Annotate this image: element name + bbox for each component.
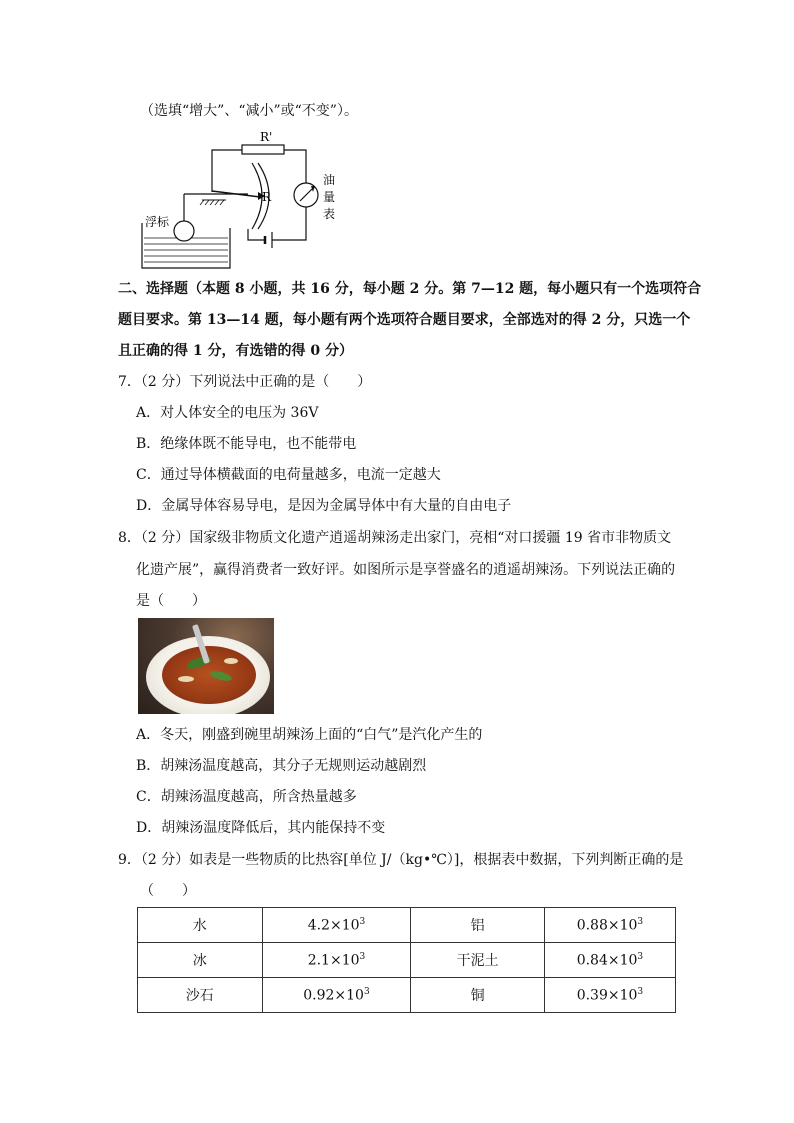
- value-exponent: 3: [637, 951, 644, 962]
- q9-stem-line1: 9．（2 分）如表是一些物质的比热容[单位 J/（kg•℃）]，根据表中数据，下列判断正确的是: [118, 852, 684, 868]
- meter-label-3: 表: [323, 207, 336, 221]
- q8-option-b: B．胡辣汤温度越高，其分子无规则运动越剧烈: [136, 758, 427, 774]
- q7-option-d: D．金属导体容易导电，是因为金属导体中有大量的自由电子: [136, 498, 512, 514]
- float-label: 浮标: [145, 215, 170, 229]
- value-mantissa: 2.1×10: [307, 952, 360, 969]
- value-exponent: 3: [637, 986, 644, 997]
- substance-cell: 水: [138, 908, 263, 943]
- resistor-r-prime: [242, 145, 284, 154]
- q8-stem-line1: 8．（2 分）国家级非物质文化遗产逍遥胡辣汤走出家门，亮相“对口援疆 19 省市非物质文: [118, 530, 672, 546]
- q8-option-c: C．胡辣汤温度越高，所含热量越多: [136, 789, 357, 805]
- specific-heat-value-cell: [544, 943, 675, 978]
- q8-stem-line3: 是（ ）: [136, 593, 206, 609]
- value-exponent: 3: [363, 986, 370, 997]
- section2-heading-line1: 二、选择题（本题 8 小题，共 16 分，每小题 2 分。第 7—12 题，每小题只有一个选项符合: [118, 281, 702, 297]
- section2-heading-line3: 且正确的得 1 分，有选错的得 0 分）: [118, 343, 353, 359]
- substance-cell: 沙石: [138, 978, 263, 1013]
- value-mantissa: 4.2×10: [307, 917, 360, 934]
- substance-cell: 铜: [411, 978, 544, 1013]
- substance-cell: 铝: [411, 908, 544, 943]
- q8-stem-line2: 化遗产展”，赢得消费者一致好评。如图所示是享誉盛名的逍遥胡辣汤。下列说法正确的: [136, 562, 676, 578]
- q8-option-d: D．胡辣汤温度降低后，其内能保持不变: [136, 820, 386, 836]
- q8-option-a: A．冬天，刚盛到碗里胡辣汤上面的“白气”是汽化产生的: [136, 727, 483, 743]
- value-exponent: 3: [359, 951, 366, 962]
- value-exponent: 3: [637, 916, 644, 927]
- q7-option-b: B．绝缘体既不能导电，也不能带电: [136, 436, 357, 452]
- specific-heat-value-cell: [262, 978, 411, 1013]
- specific-heat-table: [137, 907, 676, 1013]
- table-row: [138, 943, 676, 978]
- resistor-r-label: R: [262, 190, 272, 204]
- meter-label-1: 油: [323, 173, 336, 187]
- table-row: [138, 908, 676, 943]
- value-exponent: 3: [359, 916, 366, 927]
- specific-heat-value-cell: [544, 978, 675, 1013]
- q7-option-a: A．对人体安全的电压为 36V: [136, 405, 319, 421]
- float-ball: [174, 221, 194, 241]
- table-row: [138, 978, 676, 1013]
- meter-label-2: 量: [323, 190, 336, 204]
- specific-heat-value-cell: [262, 908, 411, 943]
- fill-in-note: （选填“增大”、“减小”或“不变”）。: [140, 103, 358, 119]
- hot-spicy-soup-photo: [138, 618, 274, 714]
- substance-cell: 干泥土: [411, 943, 544, 978]
- value-mantissa: 0.88×10: [576, 917, 638, 934]
- substance-cell: 冰: [138, 943, 263, 978]
- specific-heat-value-cell: [262, 943, 411, 978]
- value-mantissa: 0.39×10: [576, 987, 638, 1004]
- value-mantissa: 0.84×10: [576, 952, 638, 969]
- q7-stem: 7．（2 分）下列说法中正确的是（ ）: [118, 374, 372, 390]
- q9-stem-line2: （ ）: [140, 883, 196, 899]
- resistor-r-prime-label: R': [260, 130, 273, 144]
- specific-heat-value-cell: [544, 908, 675, 943]
- q7-option-c: C．通过导体横截面的电荷量越多，电流一定越大: [136, 467, 441, 483]
- section2-heading-line2: 题目要求。第 13—14 题，每小题有两个选项符合题目要求，全部选对的得 2 分，只选一个: [118, 312, 691, 328]
- value-mantissa: 0.92×10: [303, 987, 364, 1004]
- oil-gauge-circuit-diagram: [140, 128, 350, 273]
